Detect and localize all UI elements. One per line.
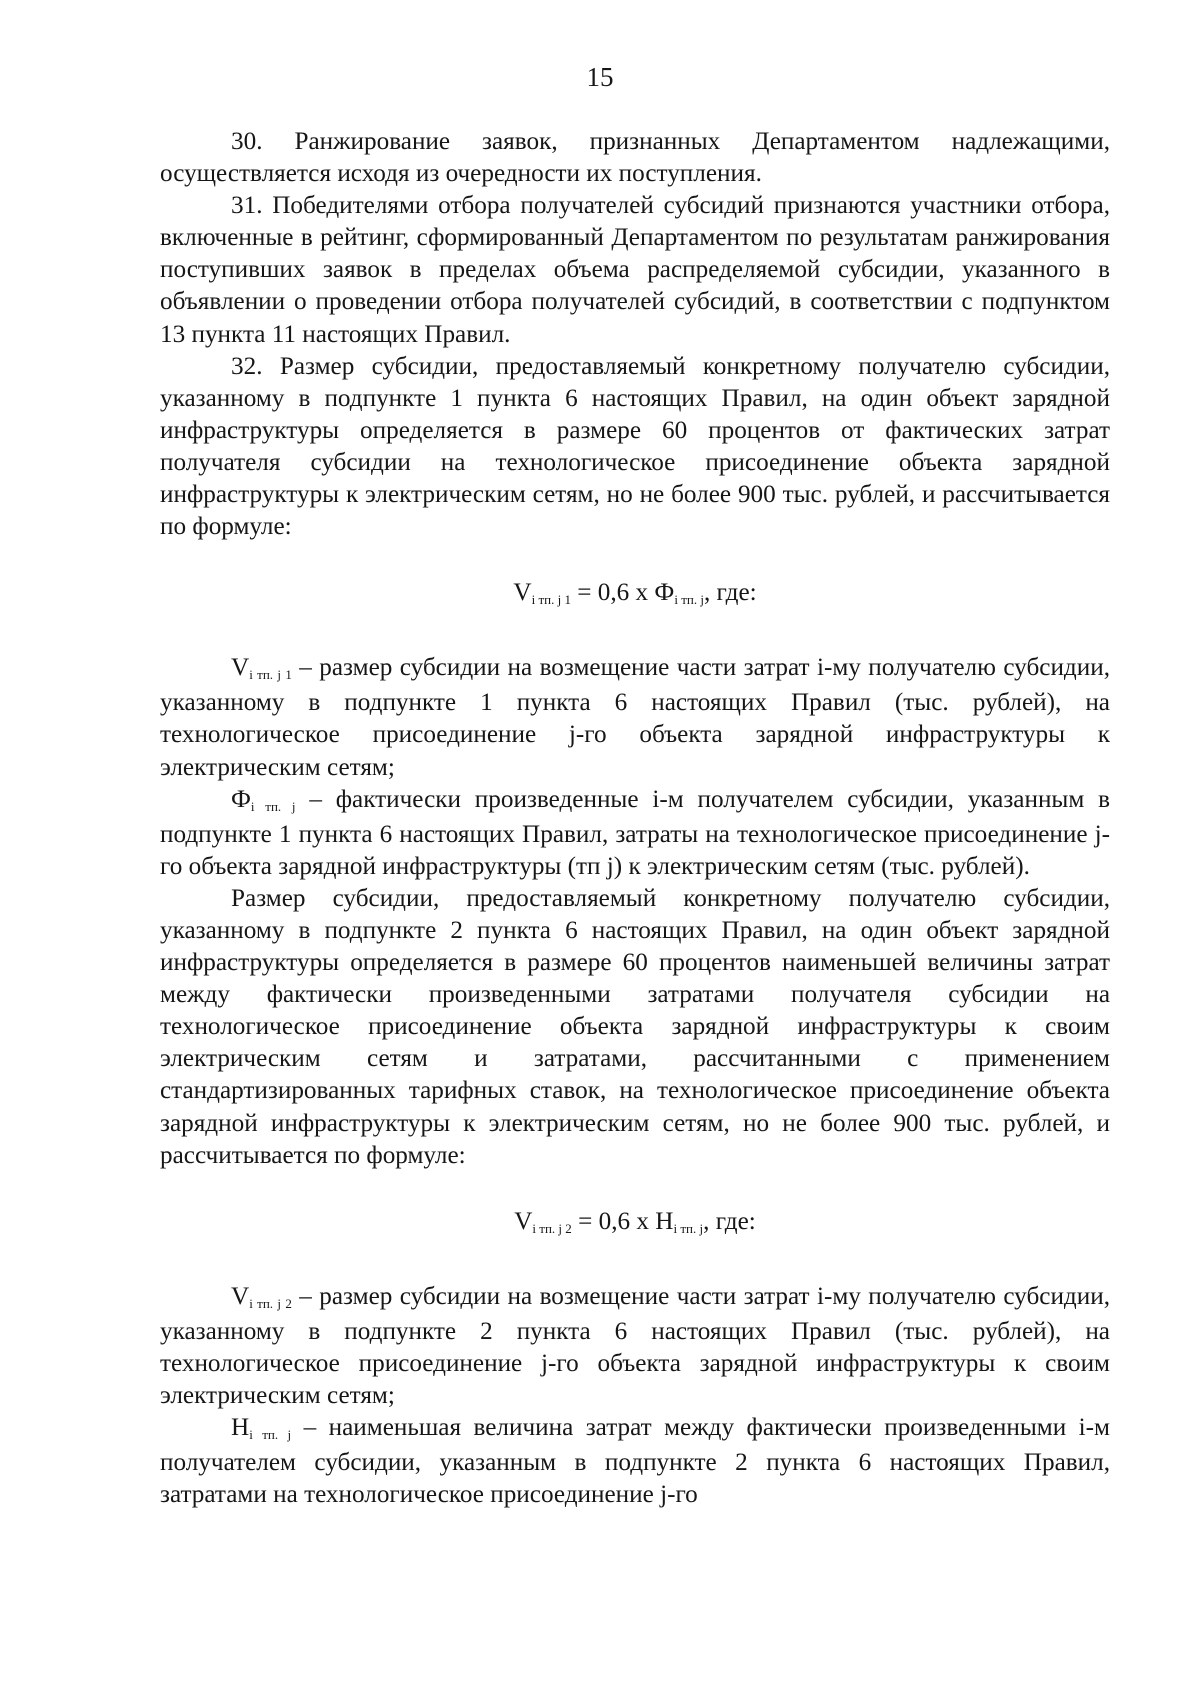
definition-v-2-text: – размер субсидии на возмещение части затрат i-му получателю субсидии, указанному в подпункте 2 пункта 6 настоящих Правил (тыс. рублей), на технологическое присоединение j-го объекта зарядной инфраструктуры к своим электрическим сетям; xyxy=(160,1282,1110,1409)
definition-h-2-text: – наименьшая величина затрат между фактически произведенными i-м получателем субсидии, указанным в подпункте 2 пункта 6 настоящих Правил, затратами на технологическое присоединение j-го xyxy=(160,1414,1110,1509)
paragraph-32: 32. Размер субсидии, предоставляемый конкретному получателю субсидии, указанному в подпункте 1 пункта 6 настоящих Правил, на один объект зарядной инфраструктуры определяется в размере 60 процентов от фактических затрат получателя субсидии на технологическое присоединение объекта зарядной инфраструктуры к электрическим сетям, но не более 900 тыс. рублей, и рассчитывается по формуле: xyxy=(160,352,1110,541)
definition-v-1-subscript: i тп. j 1 xyxy=(249,667,292,683)
definition-h-2-symbol: H xyxy=(231,1414,250,1442)
formula-2-h-subscript: i тп. j xyxy=(673,1220,704,1236)
definition-v-2-subscript: i тп. j 2 xyxy=(249,1295,292,1311)
formula-2-equals: = 0,6 x H xyxy=(571,1207,674,1235)
paragraph-31: 31. Победителями отбора получателей субсидий признаются участники отбора, включенные в рейтинг, сформированный Департаментом по результатам ранжирования поступивших заявок в пределах объема распределяемой субсидии, указанного в объявлении о проведении отбора получателей субсидий, в соответствии с подпунктом 13 пункта 11 настоящих Правил. xyxy=(160,192,1110,348)
definition-v-2-symbol: V xyxy=(231,1282,250,1310)
page-number: 15 xyxy=(586,62,614,92)
definition-f-1 xyxy=(160,784,1110,883)
formula-2-tail: , где: xyxy=(703,1207,756,1235)
formula-1-v-subscript: i тп. j 1 xyxy=(531,592,571,608)
definition-v-1 xyxy=(160,652,1110,783)
formula-2-v-subscript: i тп. j 2 xyxy=(532,1220,572,1236)
definition-v-2 xyxy=(160,1281,1110,1412)
formula-2-v: V xyxy=(514,1207,533,1235)
definition-f-1-subscript: i тп. j xyxy=(250,798,296,814)
definition-f-1-text: – фактически произведенные i-м получателем субсидии, указанным в подпункте 1 пункта 6 настоящих Правил, затраты на технологическое присоединение j-го объекта зарядной инфраструктуры (тп j) к электрическим сетям (тыс. рублей). xyxy=(160,785,1110,880)
paragraph-32-part-2: Размер субсидии, предоставляемый конкретному получателю субсидии, указанному в подпункте 2 пункта 6 настоящих Правил, на один объект зарядной инфраструктуры определяется в размере 60 процентов наименьшей величины затрат между фактически произведенными затратами получателя субсидии на технологическое присоединение объекта зарядной инфраструктуры к своим электрическим сетям и затратами, рассчитанными с применением стандартизированных тарифных ставок, на технологическое присоединение объекта зарядной инфраструктуры к электрическим сетям, но не более 900 тыс. рублей, и рассчитывается по формуле: xyxy=(160,884,1110,1169)
formula-1-tail: , где: xyxy=(703,579,757,607)
formula-1-f-subscript: i тп. j xyxy=(674,592,704,608)
definition-f-1-symbol: Ф xyxy=(231,785,251,813)
formula-1-equals: = 0,6 x Ф xyxy=(570,579,675,607)
formula-1-v: V xyxy=(513,579,532,607)
definition-h-2-subscript: i тп. j xyxy=(249,1427,292,1443)
paragraph-30: 30. Ранжирование заявок, признанных Департаментом надлежащими, осуществляется исходя из очередности их поступления. xyxy=(160,128,1110,188)
formula-2 xyxy=(160,1206,1110,1241)
document-body xyxy=(160,126,1110,1511)
formula-1 xyxy=(160,577,1110,612)
definition-v-1-symbol: V xyxy=(231,654,250,682)
definition-v-1-text: – размер субсидии на возмещение части затрат i-му получателю субсидии, указанному в подпункте 1 пункта 6 настоящих Правил (тыс. рублей), на технологическое присоединение j-го объекта зарядной инфраструктуры к электрическим сетям; xyxy=(160,654,1110,781)
definition-h-2 xyxy=(160,1412,1110,1511)
